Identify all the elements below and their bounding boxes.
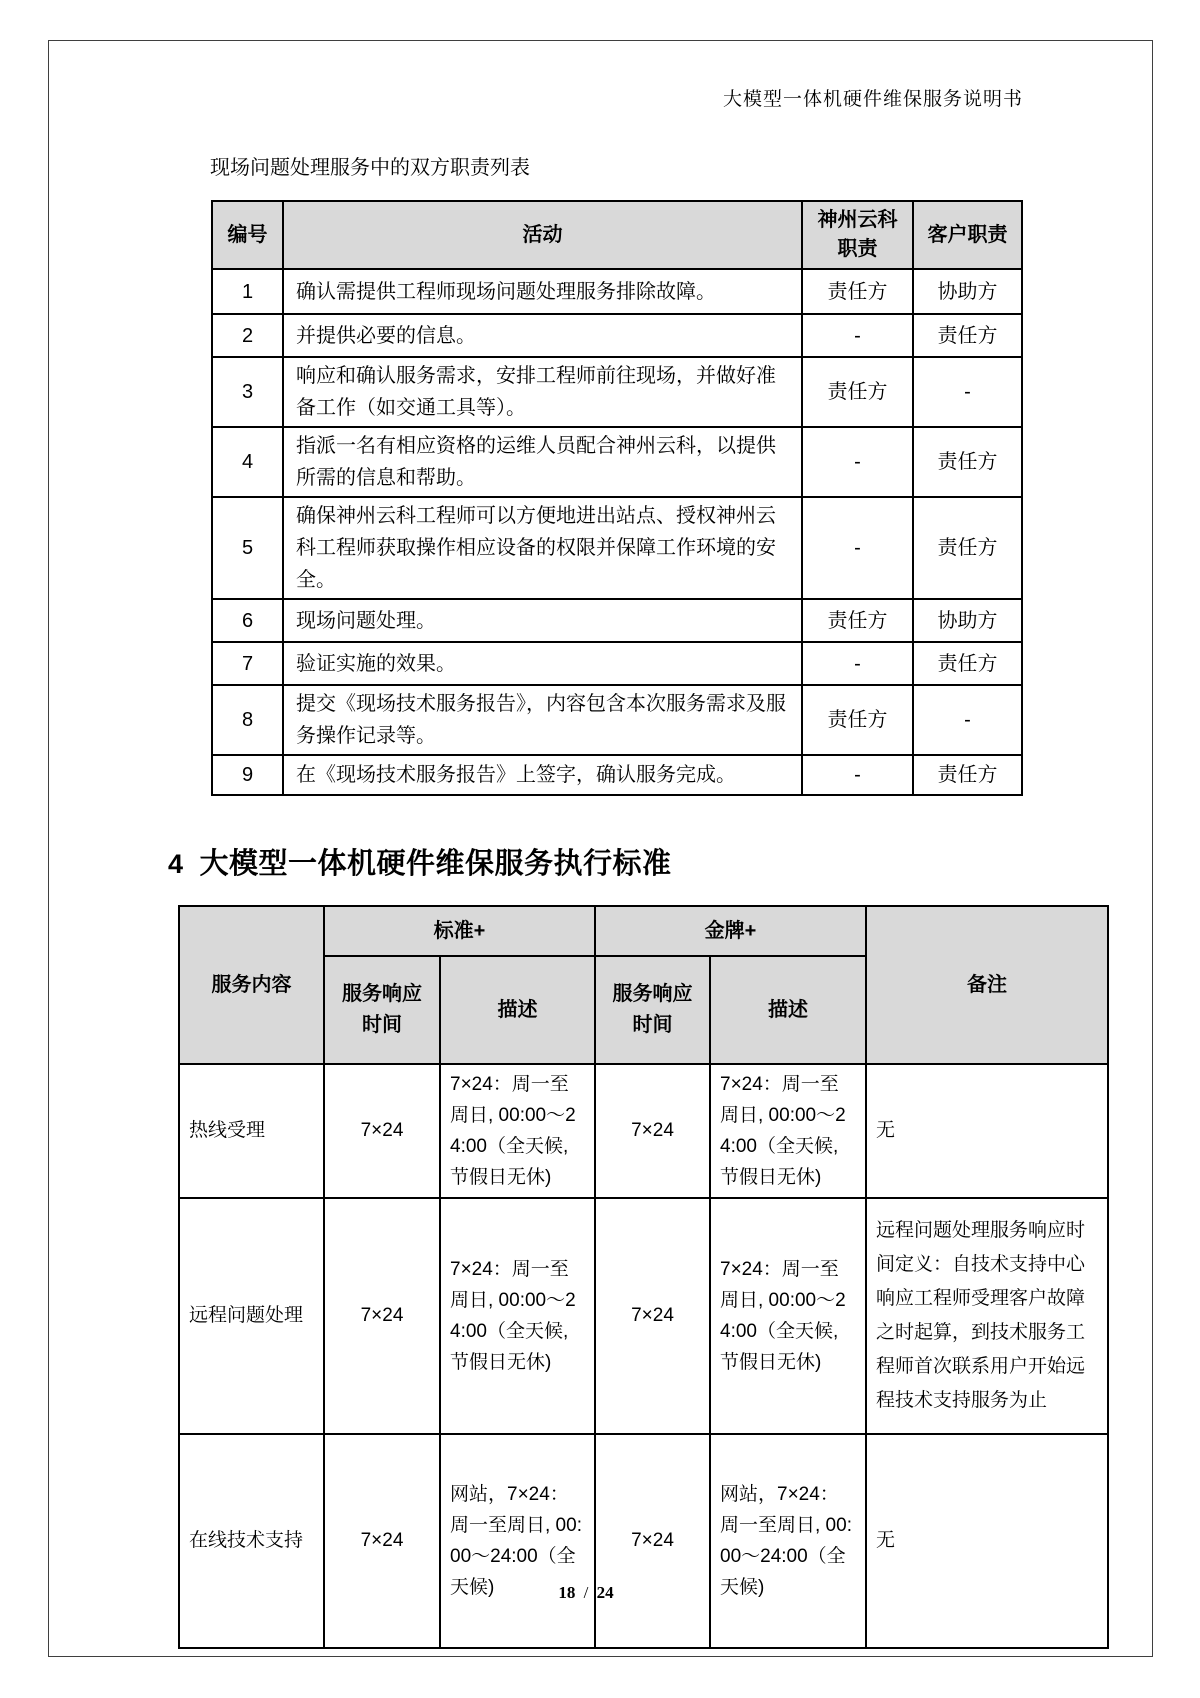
std-time-cell: 7×24 [324,1064,440,1198]
activity-cell: 确保神州云科工程师可以方便地进出站点、授权神州云科工程师获取操作相应设备的权限并保障工作环境的安全。 [283,497,802,599]
activity-cell: 确认需提供工程师现场问题处理服务排除故障。 [283,269,802,314]
remark-cell: 无 [866,1434,1108,1648]
vendor-role-cell: - [802,642,913,685]
table-header-row [212,201,1022,269]
customer-role-cell: - [913,357,1022,427]
gold-desc-cell: 7×24：周一至周日, 00:00～24:00（全天候, 节假日无休) [710,1198,866,1434]
table-row [212,755,1022,795]
activity-cell: 验证实施的效果。 [283,642,802,685]
vendor-role-cell: - [802,314,913,357]
row-number-cell: 6 [212,599,283,642]
gold-desc-cell: 7×24：周一至周日, 00:00～24:00（全天候, 节假日无休) [710,1064,866,1198]
header-customer-role: 客户职责 [913,201,1022,269]
activity-cell: 指派一名有相应资格的运维人员配合神州云科，以提供所需的信息和帮助。 [283,427,802,497]
table-row [179,1064,1108,1198]
table-row [179,1198,1108,1434]
std-time-cell: 7×24 [324,1434,440,1648]
table-row [179,1434,1108,1648]
header-standard-plus: 标准+ [324,906,595,956]
service-cell: 热线受理 [179,1064,324,1198]
std-time-cell: 7×24 [324,1198,440,1434]
gold-time-cell: 7×24 [595,1434,710,1648]
customer-role-cell: 责任方 [913,497,1022,599]
section-heading [168,841,672,882]
section-number: 4 [168,849,184,879]
customer-role-cell: 责任方 [913,642,1022,685]
header-service-content: 服务内容 [179,906,324,1064]
table-header-row [179,906,1108,956]
activity-cell: 响应和确认服务需求，安排工程师前往现场，并做好准备工作（如交通工具等）。 [283,357,802,427]
table-row [212,599,1022,642]
vendor-role-cell: - [802,755,913,795]
page-total: 24 [596,1583,614,1602]
row-number-cell: 1 [212,269,283,314]
std-desc-cell: 7×24：周一至周日, 00:00～24:00（全天候, 节假日无休) [440,1064,595,1198]
page-footer [0,1583,1172,1603]
customer-role-cell: 责任方 [913,427,1022,497]
vendor-role-cell: - [802,427,913,497]
gold-desc-cell: 网站，7×24：周一至周日, 00:00～24:00（全天候) [710,1434,866,1648]
service-cell: 在线技术支持 [179,1434,324,1648]
customer-role-cell: - [913,685,1022,755]
customer-role-cell: 责任方 [913,314,1022,357]
header-description: 描述 [440,956,595,1064]
row-number-cell: 2 [212,314,283,357]
row-number-cell: 4 [212,427,283,497]
page-number-separator: / [583,1583,589,1602]
activity-cell: 现场问题处理。 [283,599,802,642]
header-description: 描述 [710,956,866,1064]
vendor-role-cell: 责任方 [802,357,913,427]
customer-role-cell: 责任方 [913,755,1022,795]
service-cell: 远程问题处理 [179,1198,324,1434]
gold-time-cell: 7×24 [595,1198,710,1434]
table-row [212,427,1022,497]
remark-cell: 远程问题处理服务响应时间定义：自技术支持中心响应工程师受理客户故障之时起算，到技术服务工程师首次联系用户开始远程技术支持服务为止 [866,1198,1108,1434]
table-row [212,357,1022,427]
header-vendor-role: 神州云科职责 [802,201,913,269]
activity-cell: 在《现场技术服务报告》上签字，确认服务完成。 [283,755,802,795]
intro-text: 现场问题处理服务中的双方职责列表 [210,157,530,179]
row-number-cell: 7 [212,642,283,685]
header-response-time: 服务响应时间 [324,956,440,1064]
header-activity: 活动 [283,201,802,269]
vendor-role-cell: 责任方 [802,269,913,314]
header-remark: 备注 [866,906,1108,1064]
table-row [212,642,1022,685]
activity-cell: 并提供必要的信息。 [283,314,802,357]
std-desc-cell: 网站，7×24：周一至周日, 00:00～24:00（全天候) [440,1434,595,1648]
customer-role-cell: 协助方 [913,269,1022,314]
table-row [212,497,1022,599]
standards-table [178,905,1109,1649]
std-desc-cell: 7×24：周一至周日, 00:00～24:00（全天候, 节假日无休) [440,1198,595,1434]
header-gold-plus: 金牌+ [595,906,866,956]
remark-cell: 无 [866,1064,1108,1198]
vendor-role-cell: 责任方 [802,685,913,755]
table-row [212,685,1022,755]
doc-header-title: 大模型一体机硬件维保服务说明书 [722,89,1023,110]
row-number-cell: 9 [212,755,283,795]
responsibility-table [211,200,1023,796]
row-number-cell: 8 [212,685,283,755]
table-row [212,269,1022,314]
vendor-role-cell: 责任方 [802,599,913,642]
header-no: 编号 [212,201,283,269]
header-response-time: 服务响应时间 [595,956,710,1064]
vendor-role-cell: - [802,497,913,599]
row-number-cell: 5 [212,497,283,599]
customer-role-cell: 协助方 [913,599,1022,642]
row-number-cell: 3 [212,357,283,427]
page-number: 18 [558,1583,576,1602]
table-row [212,314,1022,357]
section-title: 大模型一体机硬件维保服务执行标准 [199,848,672,880]
activity-cell: 提交《现场技术服务报告》，内容包含本次服务需求及服务操作记录等。 [283,685,802,755]
gold-time-cell: 7×24 [595,1064,710,1198]
